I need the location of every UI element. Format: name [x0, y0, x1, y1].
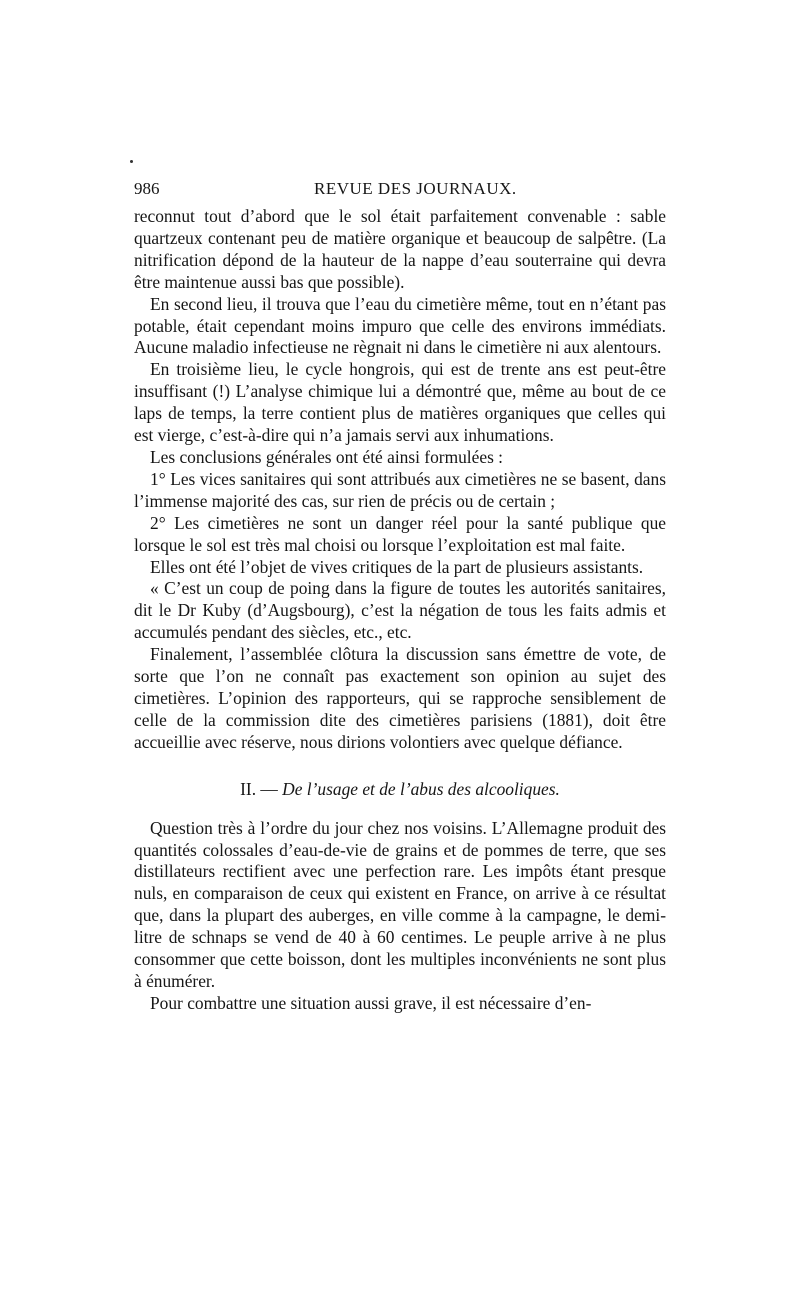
paragraph-pour-combattre: Pour combattre une situation aussi grave, il est nécessaire d’en-: [150, 992, 592, 1013]
paragraph-conclusion-1: 1° Les vices sanitaires qui sont attribués aux cimetières ne se basent, dans l’immense majorité des cas, sur rien de précis ou de certain ;: [134, 468, 666, 511]
margin-speck: [130, 160, 133, 163]
paragraph-question: Question très à l’ordre du jour chez nos voisins. L’Allemagne produit des quantités colossales d’eau-de-vie de grains et de pommes de terre, que ses distillateurs rectifient avec une perfection rare. Les impôts étant presque nuls, en comparaison de ceux qui existent en France, on arrive à ce résultat que, dans la plupart des auberges, en ville comme à la campagne, le demi-litre de schnaps se vend de 40 à 60 centimes. Le peuple arrive à ne plus consommer que cette boisson, dont les multiples inconvénients ne sont plus à énumérer.: [134, 817, 666, 991]
paragraph-kuby-quote: « C’est un coup de poing dans la figure de toutes les autorités sanitaires, dit le Dr Kuby (d’Augsbourg), c’est la négation de tous les faits admis et accumulés pendant des siècles, etc., etc.: [134, 578, 666, 643]
section-heading: [134, 778, 666, 800]
page-number: 986: [134, 179, 160, 198]
body-text-part2: [134, 818, 666, 1015]
running-title: REVUE DES JOURNAUX.: [314, 179, 517, 198]
running-head: [134, 176, 666, 202]
paragraph-third-point: En troisième lieu, le cycle hongrois, qui est de trente ans est peut-être insuffisant (!) L’analyse chimique lui a démontré que, même au bout de ce laps de temps, la terre contient plus de matières organiques que celles qui est vierge, c’est-à-dire qui n’a jamais servi aux inhumations.: [134, 359, 666, 446]
section-number: II. —: [240, 778, 278, 799]
paragraph-conclusion-2: 2° Les cimetières ne sont un danger réel pour la santé publique que lorsque le sol est très mal choisi ou lorsque l’exploitation est mal faite.: [134, 512, 666, 555]
paragraph-continuation: reconnut tout d’abord que le sol était parfaitement convenable : sable quartzeux contenant peu de matière organique et beaucoup de salpêtre. (La nitrification dépond de la hauteur de la nappe d’eau souterraine qui devra être maintenue aussi bas que possible).: [134, 206, 666, 292]
paragraph-second-point: En second lieu, il trouva que l’eau du cimetière même, tout en n’étant pas potable, était cependant moins impuro que celle des environs immédiats. Aucune maladio infectieuse ne règnait ni dans le cimetière ni aux alentours.: [134, 293, 666, 358]
book-page: [134, 176, 666, 1015]
paragraph-critiques: Elles ont été l’objet de vives critiques de la part de plusieurs assistants.: [150, 556, 644, 577]
paragraph-conclusions-intro: Les conclusions générales ont été ainsi formulées :: [150, 446, 504, 467]
body-text-part1: [134, 206, 666, 754]
section-title: De l’usage et de l’abus des alcooliques.: [282, 778, 560, 799]
paragraph-finalement: Finalement, l’assemblée clôtura la discussion sans émettre de vote, de sorte que l’on ne connaît pas exactement son opinion au sujet des cimetières. L’opinion des rapporteurs, qui se rapproche sensiblement de celle de la commission dite des cimetières parisiens (1881), doit être accueillie avec réserve, nous dirions volontiers avec quelque défiance.: [134, 644, 666, 752]
